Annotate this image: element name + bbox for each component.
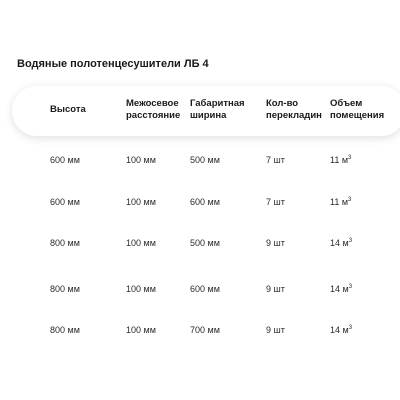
cell-axial-distance: 100 мм	[126, 197, 156, 207]
cell-height: 800 мм	[50, 238, 80, 248]
cell-overall-width: 600 мм	[190, 284, 220, 294]
cell-height: 600 мм	[50, 155, 80, 165]
table-title: Водяные полотенцесушители ЛБ 4	[17, 58, 209, 70]
cell-crossbar-count: 9 шт	[266, 325, 285, 335]
cell-room-volume: 14 $м^3$	[330, 284, 353, 294]
cell-axial-distance: 100 мм	[126, 284, 156, 294]
column-header-overall-width: Габаритная ширина	[190, 98, 245, 121]
cell-height: 800 мм	[50, 284, 80, 294]
cell-room-volume: 11 $м^3$	[330, 155, 352, 165]
cell-height: 800 мм	[50, 325, 80, 335]
cell-height: 600 мм	[50, 197, 80, 207]
cell-crossbar-count: 9 шт	[266, 238, 285, 248]
column-header-height: Высота	[50, 104, 86, 115]
cell-axial-distance: 100 мм	[126, 155, 156, 165]
cell-axial-distance: 100 мм	[126, 238, 156, 248]
cell-overall-width: 500 мм	[190, 155, 220, 165]
cell-overall-width: 700 мм	[190, 325, 220, 335]
column-header-room-volume: Объем помещения	[330, 98, 385, 121]
cell-crossbar-count: 7 шт	[266, 197, 285, 207]
cell-room-volume: 11 $м^3$	[330, 197, 352, 207]
cell-overall-width: 500 мм	[190, 238, 220, 248]
cell-crossbar-count: 9 шт	[266, 284, 285, 294]
cell-room-volume: 14 $м^3$	[330, 325, 353, 335]
column-header-axial-distance: Межосевое расстояние	[126, 98, 181, 121]
cell-overall-width: 600 мм	[190, 197, 220, 207]
column-header-crossbar-count: Кол-во перекладин	[266, 98, 322, 121]
cell-crossbar-count: 7 шт	[266, 155, 285, 165]
cell-room-volume: 14 $м^3$	[330, 238, 353, 248]
cell-axial-distance: 100 мм	[126, 325, 156, 335]
